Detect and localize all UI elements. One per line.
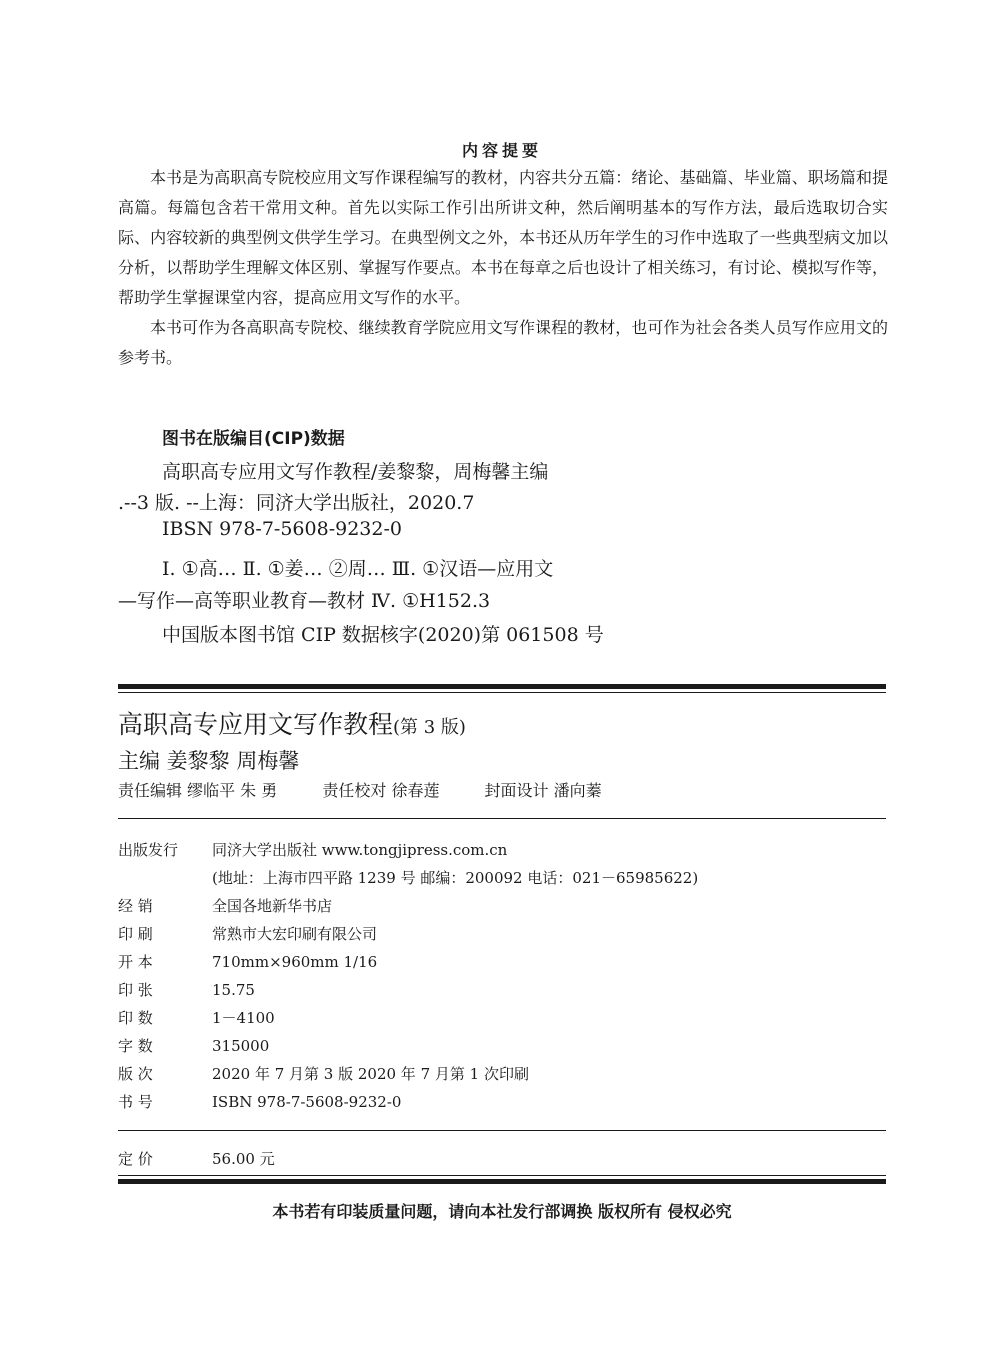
publishing-row [118, 1063, 529, 1084]
publishing-value: ISBN 978-7-5608-9232-0 [212, 1093, 402, 1111]
publishing-value: 1－4100 [212, 1009, 275, 1027]
divider-2 [118, 1130, 886, 1131]
cip-line-3: IBSN 978-7-5608-9232-0 [162, 518, 402, 540]
publishing-row [118, 979, 255, 1000]
summary-paragraph-2: 本书可作为各高职高专院校、继续教育学院应用文写作课程的教材，也可作为社会各类人员写作应用文的参考书。 [118, 318, 888, 367]
staff-line [118, 778, 608, 801]
publishing-row [118, 1035, 269, 1056]
publishing-label: 出版发行 [118, 841, 179, 859]
publishing-label: 印 数 [118, 1009, 153, 1027]
summary-title: 内容提要 [461, 141, 542, 160]
summary-body [118, 163, 888, 373]
thin-rule-bottom [118, 1175, 886, 1176]
book-edition: (第 3 版) [393, 717, 466, 738]
book-editors: 主编 姜黎黎 周梅馨 [118, 749, 300, 773]
cip-title: 图书在版编目(CIP)数据 [162, 429, 345, 449]
divider-1 [118, 818, 886, 819]
thick-rule-top [118, 684, 886, 689]
cip-line-6: 中国版本图书馆 CIP 数据核字(2020)第 061508 号 [162, 624, 604, 646]
publishing-value: 2020 年 7 月第 3 版 2020 年 7 月第 1 次印刷 [212, 1065, 529, 1083]
footer-notice: 本书若有印装质量问题，请向本社发行部调换 版权所有 侵权必究 [272, 1202, 732, 1221]
book-title [118, 705, 466, 741]
publishing-row [118, 895, 332, 916]
publishing-value: 710mm×960mm 1/16 [212, 953, 378, 971]
staff-cover-designer: 封面设计 潘向蓁 [484, 781, 602, 800]
publishing-row [118, 1091, 401, 1112]
publishing-row [118, 951, 377, 972]
publishing-label: 开 本 [118, 953, 153, 971]
price-value: 56.00 元 [212, 1150, 275, 1168]
publishing-label: 版 次 [118, 1065, 153, 1083]
summary-paragraph-1: 本书是为高职高专院校应用文写作课程编写的教材，内容共分五篇：绪论、基础篇、毕业篇、职场篇和提高篇。每篇包含若干常用文种。首先以实际工作引出所讲文种，然后阐明基本的写作方法，最后选取切合实际、内容较新的典型例文供学生学习。在典型例文之外，本书还从历年学生的习作中选取了一些典型病文加以分析，以帮助学生理解文体区别、掌握写作要点。本书在每章之后也设计了相关练习，有讨论、模拟写作等，帮助学生掌握课堂内容，提高应用文写作的水平。 [118, 168, 888, 307]
publishing-value: 315000 [212, 1037, 270, 1055]
publishing-value: 常熟市大宏印刷有限公司 [212, 925, 378, 943]
thick-rule-bottom [118, 1179, 886, 1184]
publishing-label: 印 刷 [118, 925, 153, 943]
price-label: 定 价 [118, 1150, 153, 1168]
staff-editor: 责任编辑 缪临平 朱 勇 [118, 781, 278, 800]
cip-line-4: Ⅰ. ①高… Ⅱ. ①姜… ②周… Ⅲ. ①汉语—应用文 [162, 558, 554, 580]
publishing-label: 印 张 [118, 981, 153, 999]
publishing-label: 字 数 [118, 1037, 153, 1055]
publishing-label: 书 号 [118, 1093, 153, 1111]
publishing-label: 经 销 [118, 897, 153, 915]
publishing-value: (地址：上海市四平路 1239 号 邮编：200092 电话：021－65985622) [212, 869, 699, 887]
cip-line-2: .--3 版. --上海：同济大学出版社，2020.7 [118, 492, 475, 514]
publishing-value: 15.75 [212, 981, 255, 999]
publishing-row [118, 923, 377, 944]
cip-line-5: —写作—高等职业教育—教材 Ⅳ. ①H152.3 [118, 590, 491, 612]
publishing-value: 同济大学出版社 www.tongjipress.com.cn [212, 841, 508, 859]
publishing-row [118, 1007, 275, 1028]
publishing-row [118, 867, 698, 888]
price-row [118, 1148, 275, 1169]
publishing-row [118, 839, 507, 860]
publishing-value: 全国各地新华书店 [212, 897, 333, 915]
thin-rule-top [118, 692, 886, 693]
book-title-text: 高职高专应用文写作教程 [118, 710, 394, 739]
cip-line-1: 高职高专应用文写作教程/姜黎黎，周梅馨主编 [162, 461, 549, 483]
staff-proofreader: 责任校对 徐春莲 [322, 781, 440, 800]
